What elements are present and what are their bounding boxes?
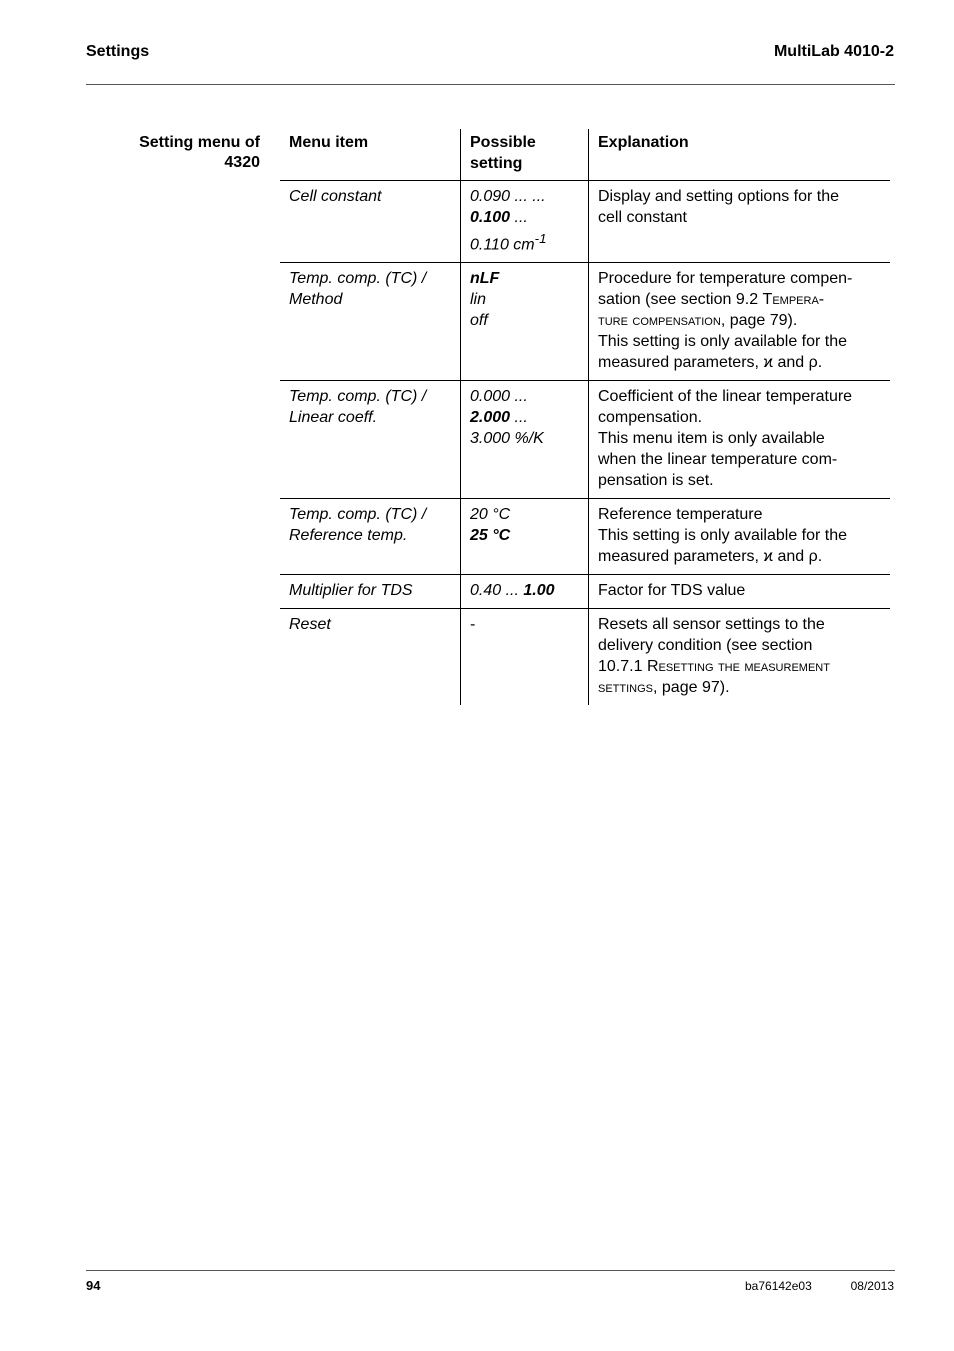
table-row: [280, 263, 890, 381]
setting-text: 0.40 ...: [470, 582, 524, 600]
setting-cell: [461, 609, 589, 706]
explanation-cell: [589, 499, 891, 575]
explanation-line: This setting is only available for the: [598, 527, 848, 545]
setting-line: 0.000 ...: [470, 388, 528, 406]
explanation-line: Procedure for temperature compen-: [598, 270, 853, 288]
explanation-text: , page 97).: [653, 679, 730, 697]
explanation-line: Reference temperature: [598, 506, 763, 524]
setting-line: [470, 525, 580, 546]
setting-text: 0.110 cm: [470, 236, 535, 254]
menu-item-cell: [280, 181, 461, 263]
explanation-cell: [589, 609, 891, 706]
setting-line: lin: [470, 291, 487, 309]
side-heading: [100, 133, 260, 173]
running-header-product: MultiLab 4010-2: [773, 43, 894, 60]
menu-item-cell: [280, 609, 461, 706]
menu-item-cell: [280, 575, 461, 609]
menu-item-text: Multiplier for TDS: [289, 582, 413, 600]
setting-text: ...: [510, 209, 528, 226]
menu-item-text: Linear coeff.: [289, 409, 378, 427]
menu-item-text: Temp. comp. (TC) /: [289, 506, 427, 524]
setting-cell: [461, 575, 589, 609]
explanation-line: when the linear temperature com-: [598, 451, 838, 469]
settings-table: [280, 129, 890, 705]
setting-cell: [461, 263, 589, 381]
setting-line: [470, 407, 580, 428]
explanation-line: cell constant: [598, 209, 687, 226]
table-header-row: [280, 129, 890, 181]
menu-item-text: Cell constant: [289, 188, 382, 205]
setting-cell: [461, 181, 589, 263]
explanation-line: Display and setting options for the: [598, 188, 840, 205]
explanation-cell: [589, 263, 891, 381]
menu-item-cell: [280, 263, 461, 381]
side-heading-line-1: Setting menu of: [139, 134, 260, 151]
cross-reference-link[interactable]: Tempera-: [762, 291, 825, 309]
setting-line: -: [470, 616, 476, 634]
document-id: ba76142e03: [745, 1279, 812, 1293]
page-number: 94: [86, 1278, 101, 1293]
setting-line: [470, 580, 580, 601]
cross-reference-link[interactable]: Resetting the measurement: [646, 658, 830, 676]
explanation-line: This setting is only available for the: [598, 333, 848, 351]
setting-line: 20 °C: [470, 506, 511, 524]
header-possible-line-2: setting: [470, 155, 523, 172]
explanation-line: [598, 677, 882, 698]
table-row: [280, 575, 890, 609]
explanation-line: pensation is set.: [598, 472, 714, 490]
explanation-line: [598, 656, 882, 677]
setting-line: [470, 228, 580, 255]
explanation-text: , page 79).: [720, 312, 798, 330]
explanation-cell: [589, 575, 891, 609]
menu-item-text: Temp. comp. (TC) /: [289, 270, 427, 288]
setting-line: off: [470, 312, 488, 330]
table-row: [280, 181, 890, 263]
explanation-cell: [589, 181, 891, 263]
header-explanation: Explanation: [589, 129, 891, 181]
default-value: 1.00: [523, 582, 555, 600]
default-value: 0.100: [470, 209, 511, 226]
explanation-line: Factor for TDS value: [598, 582, 746, 600]
setting-line: [470, 268, 580, 289]
menu-item-text: Method: [289, 291, 343, 309]
explanation-line: measured parameters, ϰ and ρ.: [598, 548, 823, 566]
explanation-line: [598, 310, 882, 331]
setting-line: [470, 207, 580, 228]
setting-line: 3.000 %/K: [470, 430, 544, 448]
explanation-cell: [589, 381, 891, 499]
side-heading-line-2: 4320: [224, 154, 260, 171]
menu-item-cell: [280, 499, 461, 575]
cross-reference-link[interactable]: settings: [598, 679, 654, 697]
document-date: 08/2013: [850, 1279, 894, 1293]
unit-exponent: -1: [534, 231, 547, 246]
footer-divider: [86, 1270, 895, 1271]
explanation-line: [598, 289, 882, 310]
setting-line: 0.090 ... ...: [470, 188, 546, 205]
explanation-text: sation (see section 9.2: [598, 291, 763, 309]
menu-item-text: Reset: [289, 616, 331, 634]
setting-text: ...: [510, 409, 528, 427]
explanation-line: Resets all sensor settings to the: [598, 616, 825, 634]
running-header-section: Settings: [86, 43, 150, 60]
table-row: [280, 499, 890, 575]
cross-reference-link[interactable]: ture compensation: [598, 312, 721, 330]
table-row: [280, 381, 890, 499]
explanation-line: compensation.: [598, 409, 703, 427]
setting-cell: [461, 381, 589, 499]
explanation-line: Coefficient of the linear temperature: [598, 388, 853, 406]
table-row: [280, 609, 890, 706]
default-value: nLF: [470, 270, 500, 288]
default-value: 25 °C: [470, 527, 511, 545]
header-menu-item: Menu item: [280, 129, 461, 181]
menu-item-cell: [280, 381, 461, 499]
setting-cell: [461, 499, 589, 575]
explanation-line: This menu item is only available: [598, 430, 825, 448]
header-possible-line-1: Possible: [470, 134, 536, 151]
menu-item-text: Reference temp.: [289, 527, 408, 545]
menu-item-text: Temp. comp. (TC) /: [289, 388, 427, 406]
explanation-line: measured parameters, ϰ and ρ.: [598, 354, 823, 372]
default-value: 2.000: [470, 409, 511, 427]
explanation-line: delivery condition (see section: [598, 637, 813, 655]
header-divider: [86, 84, 895, 85]
explanation-text: 10.7.1: [598, 658, 647, 676]
header-possible-setting: [461, 129, 589, 181]
